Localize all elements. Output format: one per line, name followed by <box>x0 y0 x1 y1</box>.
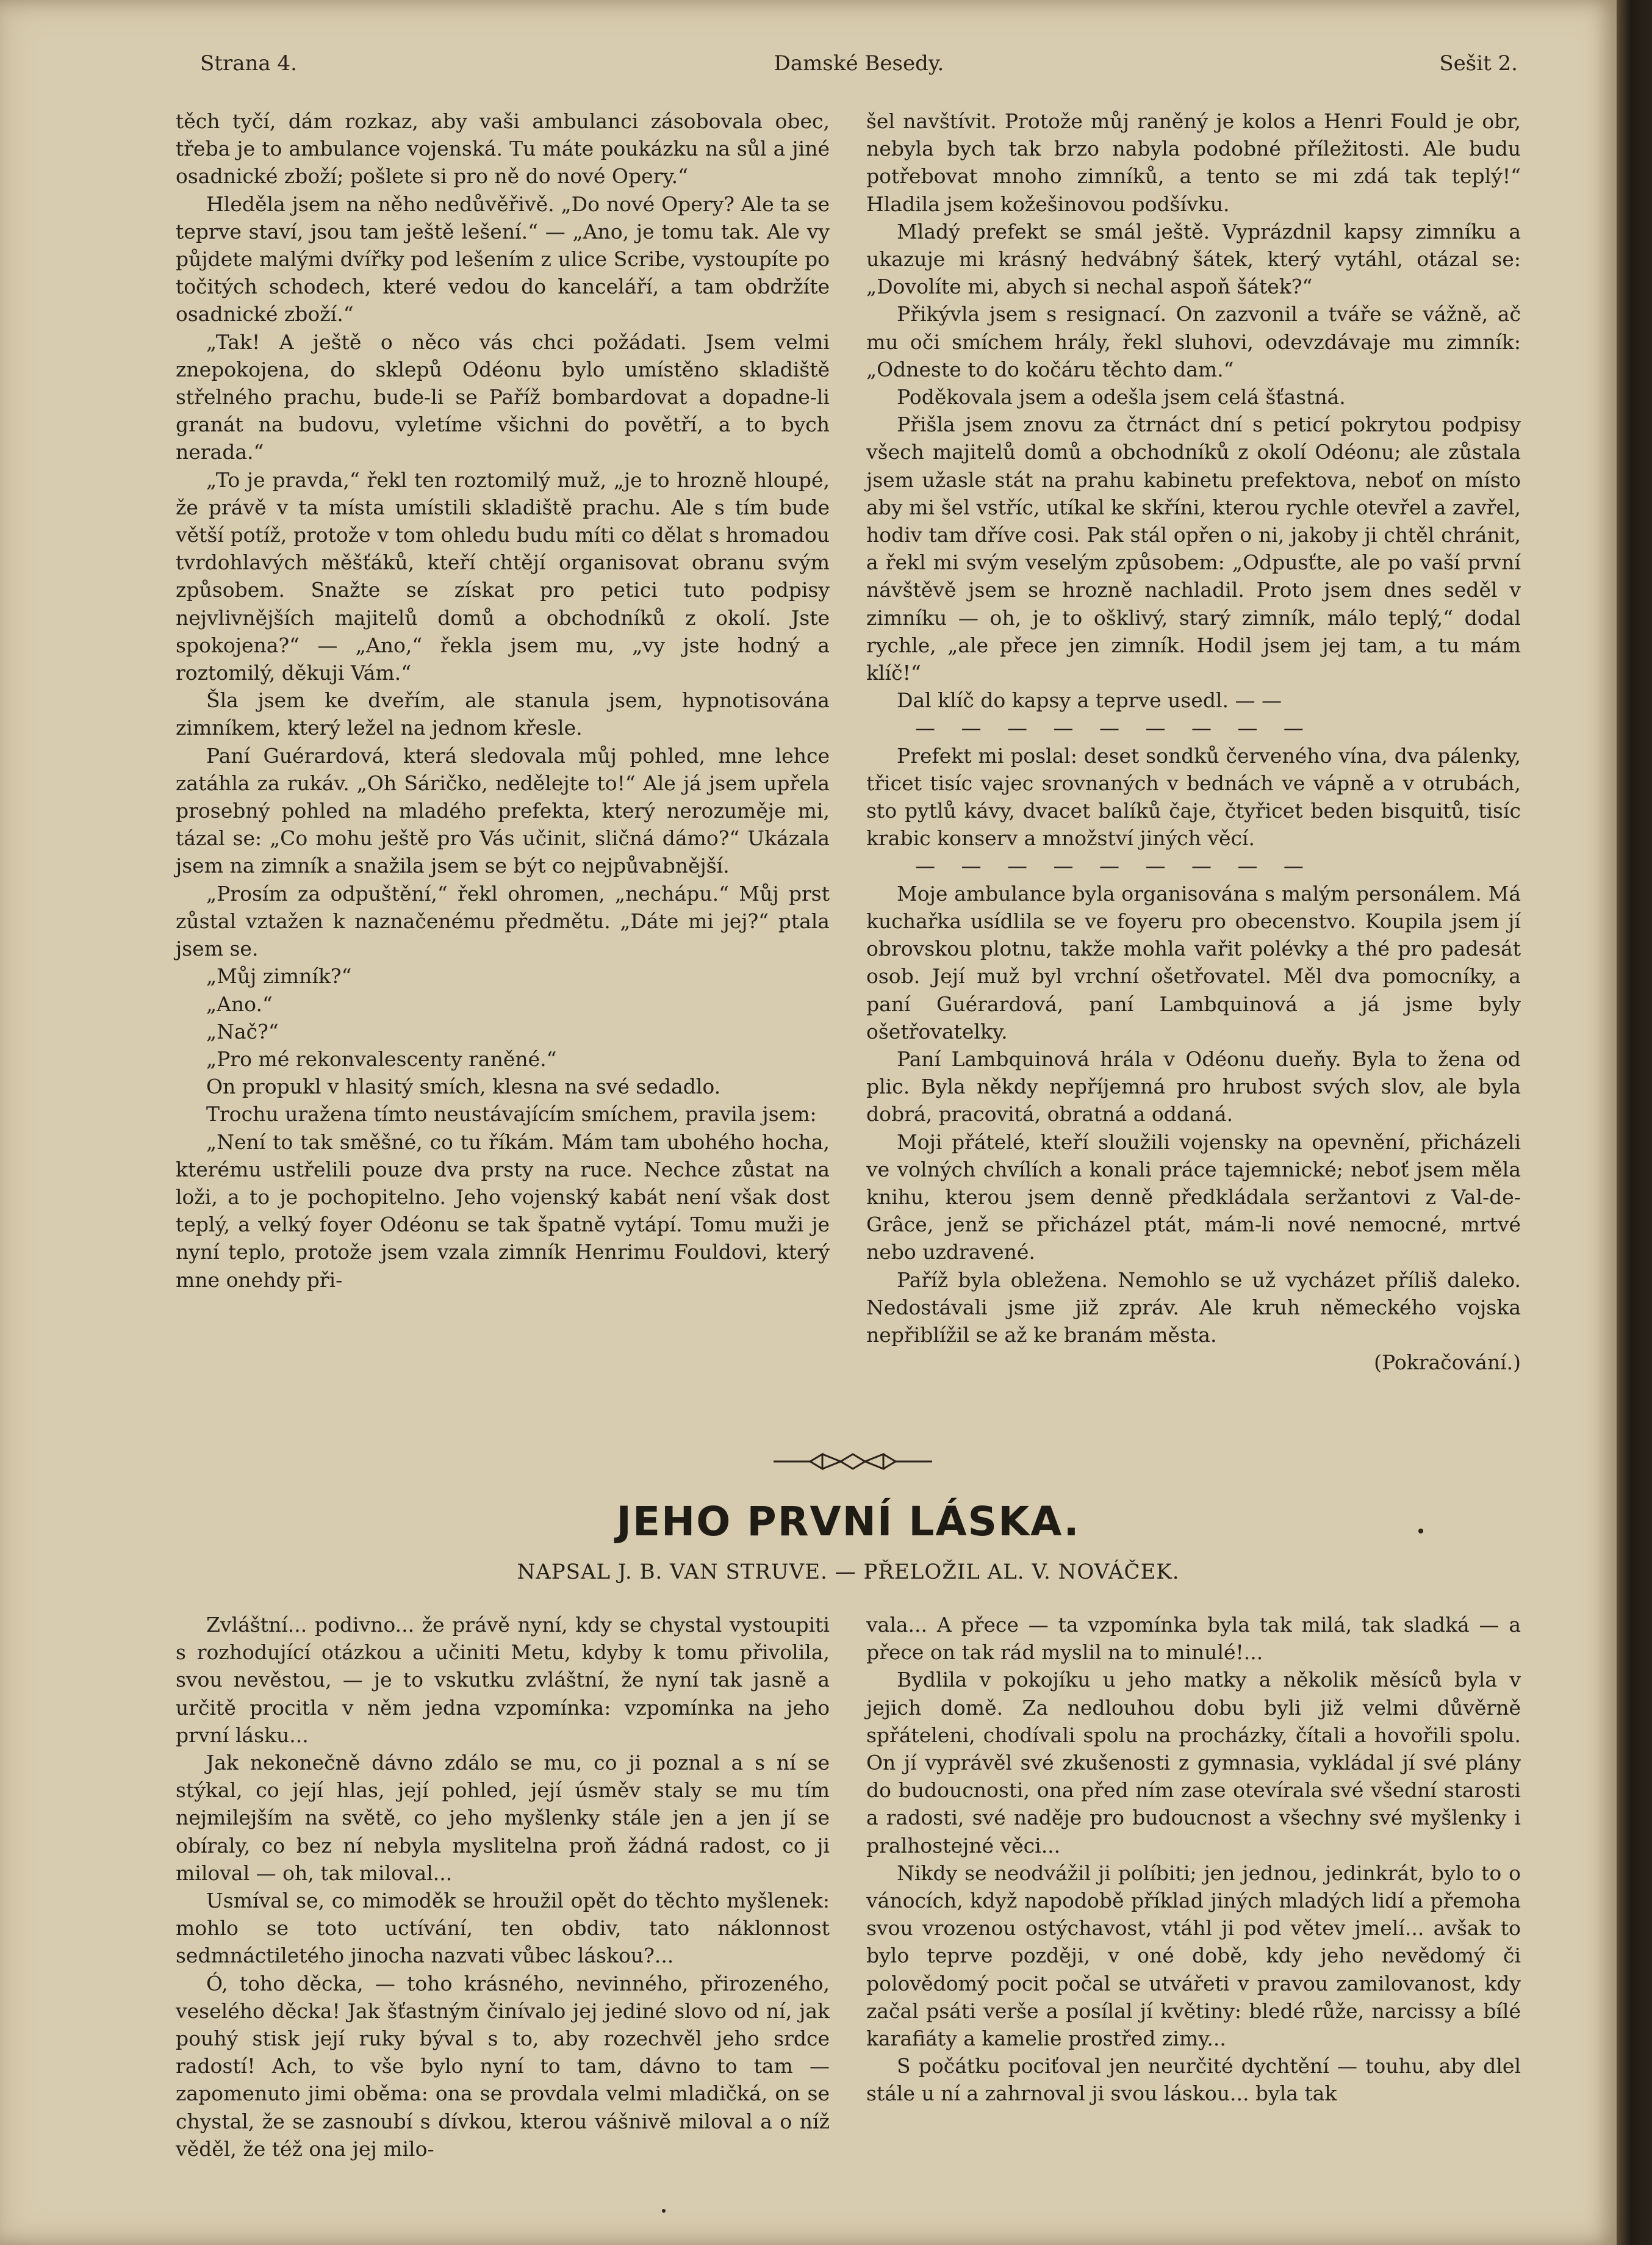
paragraph: „Není to tak směšné, co tu říkám. Mám tam ubohého hocha, kterému ustřelili pouze dva prsty na ruce. Nechce zůstat na loži, a to je pochopitelno. Jeho vojenský kabát není však dost teplý, a velký foyer Odéonu se tak špatně vytápí. Tomu muži je nyní teplo, protože jsem vzala zimník Henrimu Fouldovi, který mne onehdy při- <box>176 1130 830 1292</box>
paragraph: Paní Lambquinová hrála v Odéonu dueňy. Byla to žena od plic. Byla někdy nepříjemná pro hrubost svých slov, ale byla dobrá, pracovitá, obratná a oddaná. <box>866 1047 1521 1126</box>
paragraph: Dal klíč do kapsy a teprve usedl. — — <box>897 688 1282 713</box>
ink-speck <box>1418 1529 1423 1533</box>
article1-column-2 <box>866 107 1521 1376</box>
paragraph: Usmíval se, co mimoděk se hroužil opět do těchto myšlenek: mohlo se toto uctívání, ten obdiv, tato náklonnost sedmnáctiletého jinocha nazvati vůbec láskou?... <box>176 1889 830 1968</box>
paragraph: šel navštívit. Protože můj raněný je kolos a Henri Fould je obr, nebyla bych tak brzo nabyla podobné příležitosti. Ale budu potřebovat mnoho zimníků, a tento se mi zdá tak teplý!“ Hladila jsem kožešinovou podšívku. <box>866 109 1521 216</box>
paragraph: Přišla jsem znovu za čtrnáct dní s peticí pokrytou podpisy všech majitelů domů a obchodníků z okolí Odéonu; ale zůstala jsem užasle stát na prahu kabinetu prefektova, neboť on místo aby mi šel vstříc, utíkal ke skříni, kterou rychle otevřel a zavřel, hodiv tam dříve cosi. Pak stál opřen o ni, jakoby ji chtěl chránit, a řekl mi svým veselým způsobem: „Odpusťte, ale po vaší první návštěvě jsem se hrozně nachladil. Proto jsem dnes seděl v zimníku — oh, je to ošklivý, starý zimník, málo teplý,“ dodal rychle, „ale přece jen zimník. Hodil jsem jej tam, a tu mám klíč!“ <box>866 413 1521 685</box>
paragraph: Moje ambulance byla organisována s malým personálem. Má kuchařka usídlila se ve foyeru pro obecenstvo. Koupila jsem jí obrovskou plotnu, takže mohla vařit polévky a thé pro padesát osob. Její muž byl vrchní ošetřovatel. Měl dva pomocníky, a paní Guérardová, paní Lambquinová a já jsme byly ošetřovatelky. <box>866 881 1521 1043</box>
binding-edge <box>1617 0 1652 2245</box>
paragraph: Přikývla jsem s resignací. On zazvonil a tváře se vážně, ač mu oči smíchem hrály, řekl sluhovi, odevzdávaje mu zimník: „Odneste to do kočáru těchto dam.“ <box>866 302 1521 381</box>
ink-speck <box>662 2209 666 2213</box>
paragraph: Nikdy se neodvážil ji políbiti; jen jednou, jedinkrát, bylo to o vánocích, když napodobě příklad jiných mladých lidí a přemoha svou vrozenou ostýchavost, vtáhl ji pod větev jmelí... avšak to bylo teprve později, v oné době, kdy jeho nevědomý či polovědomý pocit počal se utvářeti v pravou zamilovanost, kdy začal psáti verše a posílal jí květiny: bledé růže, narcissy a bílé karafiáty a kamelie prostřed zimy... <box>866 1861 1521 2051</box>
paragraph: „Ano.“ <box>206 992 273 1016</box>
separator-dashes: — — — — — — — — — <box>915 716 1313 740</box>
paragraph: Prefekt mi poslal: deset sondků červeného vína, dva pálenky, třicet tisíc vajec srovnaných v bednách ve vápně a v otrubách, sto pytlů kávy, dvacet balíků čaje, čtyřicet beden bisquitů, tisíc krabic konserv a množství jiných věcí. <box>866 743 1521 851</box>
ornament-divider-icon <box>774 1449 932 1474</box>
paragraph: Mladý prefekt se smál ještě. Vyprázdnil kapsy zimníku a ukazuje mi krásný hedvábný šátek, který vytáhl, otázal se: „Dovolíte mi, abych si nechal aspoň šátek?“ <box>866 219 1521 299</box>
article2-column-1 <box>176 1611 830 2163</box>
article-title: JEHO PRVNÍ LÁSKA. <box>616 1498 1080 1545</box>
paragraph: „Prosím za odpuštění,“ řekl ohromen, „nechápu.“ Můj prst zůstal vztažen k naznačenému předmětu. „Dáte mi jej?“ ptala jsem se. <box>176 881 830 961</box>
paragraph: Hleděla jsem na něho nedůvěřivě. „Do nové Opery? Ale ta se teprve staví, jsou tam ještě lešení.“ — „Ano, je tomu tak. Ale vy půjdete malými dvířky pod lešením z ulice Scribe, vystoupíte po točitých schodech, které vedou do kanceláří, a tam obdržíte osadnické zboží.“ <box>176 192 830 326</box>
paragraph: Šla jsem ke dveřím, ale stanula jsem, hypnotisována zimníkem, který ležel na jednom křesle. <box>176 688 830 740</box>
paragraph: „Můj zimník?“ <box>206 964 352 989</box>
paragraph: vala... A přece — ta vzpomínka byla tak milá, tak sladká — a přece on tak rád myslil na to minulé!... <box>866 1613 1521 1665</box>
paragraph: Jak nekonečně dávno zdálo se mu, co ji poznal a s ní se stýkal, co její hlas, její pohled, její úsměv staly se mu tím nejmilejším na světě, co jeho myšlenky stále jen a jen jí se obíraly, co bez ní nebyla myslitelna proň žádná radost, co ji miloval — oh, tak miloval... <box>176 1751 830 1885</box>
paragraph: Bydlila v pokojíku u jeho matky a několik měsíců byla v jejich domě. Za nedlouhou dobu byli již velmi důvěrně spřáteleni, chodívali spolu na procházky, čítali a hovořili spolu. On jí vyprávěl své zkušenosti z gymnasia, vykládal jí své plány do budoucnosti, ona před ním zase otevírala své všední starosti a radosti, své naděje pro budoucnost a všechny své myšlenky i pralhostejné věci... <box>866 1668 1521 1858</box>
magazine-title: Damské Besedy. <box>774 51 944 76</box>
paragraph: „Pro mé rekonvalescenty raněné.“ <box>206 1047 557 1071</box>
paragraph: „Nač?“ <box>206 1019 279 1043</box>
article1-column-1 <box>176 107 830 1294</box>
paragraph: Trochu uražena tímto neustávajícím smíchem, pravila jsem: <box>206 1102 817 1126</box>
paragraph: Zvláštní... podivno... že právě nyní, kdy se chystal vystoupiti s rozhodující otázkou a učiniti Metu, kdyby k tomu přivolila, svou nevěstou, — je to vskutku zvláštní, že nyní tak jasně a určitě procitla v něm jedna vzpomínka: vzpomínka na jeho první lásku... <box>176 1613 830 1747</box>
paragraph: Moji přátelé, kteří sloužili vojensky na opevnění, přicházeli ve volných chvílích a konali práce tajemnické; neboť jsem měla knihu, kterou jsem denně předkládala seržantovi z Val-de-Grâce, jenž se přicházel ptát, mám-li nové nemocné, mrtvé nebo uzdravené. <box>866 1130 1521 1264</box>
paragraph: Ó, toho děcka, — toho krásného, nevinného, přirozeného, veselého děcka! Jak šťastným činívalo jej jediné slovo od ní, jak pouhý stisk její ruky býval s to, aby rozechvěl jeho srdce radostí! Ach, to vše bylo nyní to tam, dávno to tam — zapomenuto jimi oběma: ona se provdala velmi mladičká, on se chystal, že se zasnoubí s dívkou, kterou vášnivě miloval a o níž věděl, že též ona jej milo- <box>176 1971 830 2161</box>
continuation-note: (Pokračování.) <box>1374 1350 1521 1375</box>
paragraph: S počátku pociťoval jen neurčité dychtění — touhu, aby dlel stále u ní a zahrnoval ji svou láskou... byla tak <box>866 2054 1521 2106</box>
paragraph: Paní Guérardová, která sledovala můj pohled, mne lehce zatáhla za rukáv. „Oh Sáričko, nedělejte to!“ Ale já jsem upřela prosebný pohled na mladého prefekta, který nerozuměje mi, tázal se: „Co mohu ještě pro Vás učinit, sličná dámo?“ Ukázala jsem na zimník a snažila jsem se být co nejpůvabnější. <box>176 743 830 878</box>
paragraph: „Tak! A ještě o něco vás chci požádati. Jsem velmi znepokojena, do sklepů Odéonu bylo umístěno skladiště střelného prachu, bude-li se Paříž bombardovat a dopadne-li granát na budovu, vyletíme všichni do povětří, a to bych nerada.“ <box>176 330 830 464</box>
issue-number: Sešit 2. <box>1439 51 1518 76</box>
page-header <box>200 51 1518 82</box>
paragraph: Paříž byla obležena. Nemohlo se už vycházet příliš daleko. Nedostávali jsme již zpráv. Ale kruh německého vojska nepřiblížil se až ke branám města. <box>866 1267 1521 1347</box>
paragraph: On propukl v hlasitý smích, klesna na své sedadlo. <box>206 1075 721 1099</box>
article-byline: NAPSAL J. B. VAN STRUVE. — PŘELOŽIL AL. V. NOVÁČEK. <box>517 1560 1180 1584</box>
page-number: Strana 4. <box>200 51 297 76</box>
paragraph: „To je pravda,“ řekl ten roztomilý muž, „je to hrozně hloupé, že právě v ta místa umístili skladiště prachu. Ale s tím bude větší potíž, protože v tom ohledu budu míti co dělat s hromadou tvrdohlavých měšťáků, kteří chtějí organisovat obranu svým způsobem. Snažte se získat pro petici tuto podpisy nejvlivnějších majitelů domů a obchodníků z okolí. Jste spokojena?“ — „Ano,“ řekla jsem mu, „vy jste hodný a roztomilý, děkuji Vám.“ <box>176 467 830 685</box>
separator-dashes: — — — — — — — — — <box>915 854 1313 878</box>
paragraph: Poděkovala jsem a odešla jsem celá šťastná. <box>897 385 1346 409</box>
paragraph: těch tyčí, dám rozkaz, aby vaši ambulanci zásobovala obec, třeba je to ambulance vojenská. Tu máte poukázku na sůl a jiné osadnické zboží; pošlete si pro ně do nové Opery.“ <box>176 109 830 189</box>
article2-column-2 <box>866 1611 1521 2108</box>
